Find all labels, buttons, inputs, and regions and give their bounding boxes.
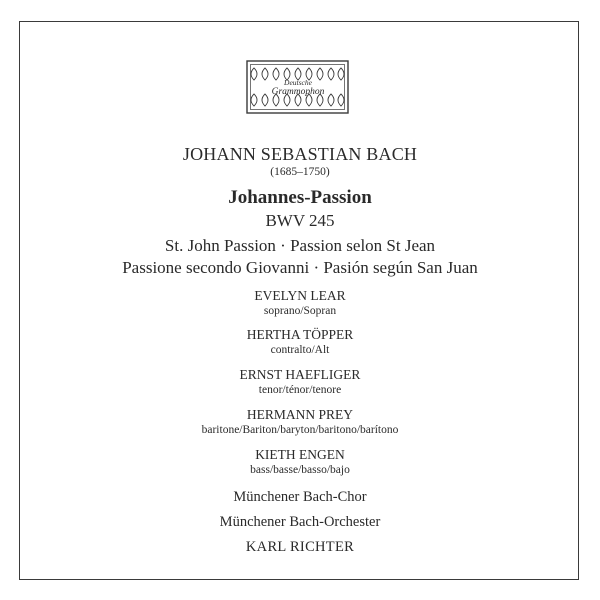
soloist-name-bass: KIETH ENGEN [255, 447, 345, 462]
soloist-name-soprano: EVELYN LEAR [254, 288, 346, 303]
choir-name: Münchener Bach-Chor [233, 489, 367, 505]
logo-text-grammophon: Grammophon [271, 87, 325, 97]
composer-name: JOHANN SEBASTIAN BACH [182, 144, 418, 164]
soloist-name-tenor: ERNST HAEFLIGER [239, 367, 361, 382]
soloist-name-baritone: HERMANN PREY [246, 407, 354, 422]
title-translations-line-1: St. John Passion · Passion selon St Jean [164, 236, 436, 255]
soloist-role-baritone: baritone/Bariton/baryton/baritono/barítono [201, 424, 399, 436]
soloist-role-alto: contralto/Alt [270, 344, 330, 356]
soloist-role-bass: bass/basse/basso/bajo [250, 464, 350, 476]
work-catalog-number: BWV 245 [265, 211, 335, 230]
composer-dates: (1685–1750) [270, 166, 330, 178]
conductor-name: KARL RICHTER [245, 539, 355, 555]
title-translations-line-2: Passione secondo Giovanni · Pasión según San Juan [122, 258, 478, 277]
logo-text-deutsche: Deutsche [284, 78, 312, 87]
soloist-role-tenor: tenor/ténor/tenore [258, 384, 342, 396]
soloist-name-alto: HERTHA TÖPPER [246, 327, 354, 342]
dg-tulip-logo-icon [246, 60, 349, 114]
orchestra-name: Münchener Bach-Orchester [219, 514, 381, 530]
work-title: Johannes-Passion [228, 187, 372, 208]
soloist-role-soprano: soprano/Sopran [263, 305, 337, 317]
